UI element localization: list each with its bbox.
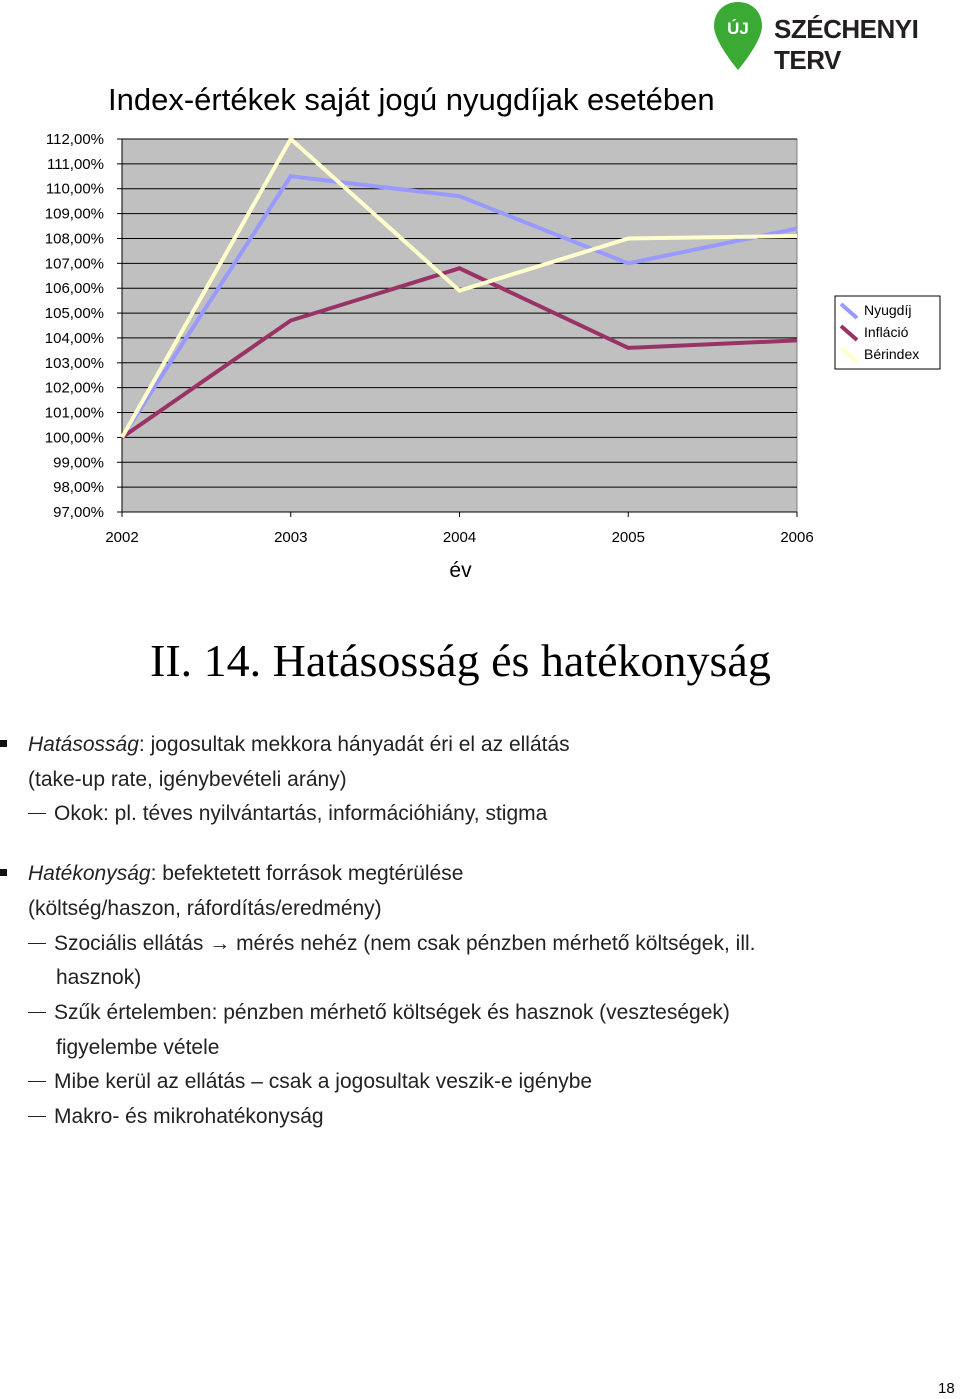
sub-bullet-makro-text: Makro- és mikrohatékonyság xyxy=(54,1105,324,1128)
x-axis-label: év xyxy=(449,559,472,582)
x-tick-label: 2006 xyxy=(780,529,814,546)
y-tick-label: 100,00% xyxy=(44,429,104,447)
y-tick-label: 98,00% xyxy=(53,479,104,497)
dash-icon xyxy=(28,1116,46,1117)
x-tick-labels xyxy=(105,512,813,546)
sub-bullet-szocialis-cont: hasznok) xyxy=(56,966,142,989)
y-tick-label: 102,00% xyxy=(44,379,104,397)
logo-pin-icon xyxy=(712,0,764,72)
y-tick-label: 105,00% xyxy=(44,305,104,323)
sub-bullet-okok-text: Okok: pl. téves nyilvántartás, információhiány, stigma xyxy=(54,802,548,825)
y-tick-label: 109,00% xyxy=(44,205,104,223)
bullet-hatekonysag xyxy=(28,862,463,886)
sub-bullet-szuk-cont: figyelembe vétele xyxy=(56,1036,220,1059)
sub-bullet-szuk xyxy=(28,1001,730,1025)
x-tick-label: 2005 xyxy=(611,529,645,546)
sub-bullet-szuk-text: Szűk értelemben: pénzben mérhető költségek és hasznok (veszteségek) xyxy=(54,1001,730,1024)
sub-bullet-szocialis-text: Szociális ellátás → mérés nehéz (nem csak pénzben mérhető költségek, ill. xyxy=(54,932,756,955)
sub-bullet-mibe xyxy=(28,1070,592,1094)
page-number: 18 xyxy=(938,1380,955,1397)
sub-bullet-okok xyxy=(28,802,547,826)
x-tick-label: 2002 xyxy=(105,529,139,546)
y-tick-labels xyxy=(45,131,104,521)
dash-icon xyxy=(28,943,46,944)
x-tick-label: 2003 xyxy=(274,529,308,546)
chart-legend xyxy=(835,296,940,369)
y-tick-label: 111,00% xyxy=(47,155,104,173)
szechenyi-terv-logo xyxy=(712,0,960,75)
dash-icon xyxy=(28,1081,46,1082)
chart-title: Index-értékek saját jogú nyugdíjak esetében xyxy=(108,82,715,117)
bullet-hatasossag xyxy=(28,733,570,757)
bullet-square-icon xyxy=(0,869,7,876)
bullet-hatasossag-line2: (take-up rate, igénybevételi arány) xyxy=(28,768,347,791)
sub-bullet-mibe-text: Mibe kerül az ellátás – csak a jogosultak veszik-e igénybe xyxy=(54,1070,593,1093)
y-tick-label: 108,00% xyxy=(44,230,104,248)
line-chart xyxy=(0,120,960,590)
legend-label: Infláció xyxy=(864,324,909,340)
bullet-hatasossag-text: : jogosultak mekkora hányadát éri el az ellátás xyxy=(138,733,570,756)
logo-badge-text: ÚJ xyxy=(727,19,749,38)
term-hatekonysag: Hatékonyság xyxy=(28,862,151,885)
y-tick-label: 104,00% xyxy=(44,329,104,347)
y-tick-label: 99,00% xyxy=(53,454,104,472)
bullet-square-icon xyxy=(0,740,7,747)
y-tick-label: 106,00% xyxy=(44,280,104,298)
y-tick-label: 112,00% xyxy=(45,131,104,148)
y-tick-label: 103,00% xyxy=(44,354,104,372)
slide-title: II. 14. Hatásosság és hatékonyság xyxy=(150,635,771,686)
bullet-hatekonysag-line2: (költség/haszon, ráfordítás/eredmény) xyxy=(28,897,382,920)
y-tick-label: 107,00% xyxy=(44,255,104,273)
legend-label: Nyugdíj xyxy=(864,302,912,318)
logo-text: SZÉCHENYI TERV xyxy=(774,14,919,75)
x-tick-label: 2004 xyxy=(442,529,477,546)
y-tick-label: 97,00% xyxy=(53,504,104,521)
legend-label: Bérindex xyxy=(864,346,920,362)
y-tick-label: 110,00% xyxy=(45,180,104,198)
sub-bullet-szocialis xyxy=(28,932,756,956)
term-hatasossag: Hatásosság xyxy=(28,733,139,756)
y-tick-label: 101,00% xyxy=(44,404,104,422)
sub-bullet-makro xyxy=(28,1105,324,1129)
bullet-hatekonysag-text: : befektetett források megtérülése xyxy=(150,862,464,885)
dash-icon xyxy=(28,1012,46,1013)
dash-icon xyxy=(28,813,46,814)
